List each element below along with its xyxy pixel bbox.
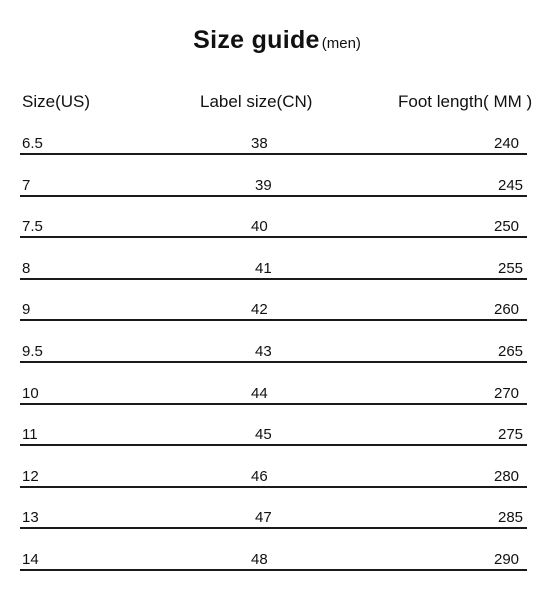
- cell-foot-length-mm: 270: [494, 384, 520, 402]
- column-header-size-us: Size(US): [22, 92, 91, 111]
- cell-size-us: 7.5: [22, 218, 43, 236]
- table-row: [0, 340, 554, 382]
- cell-size-us: 11: [22, 426, 38, 444]
- table-row: [0, 548, 554, 590]
- row-divider: [20, 527, 527, 529]
- table-row: [0, 174, 554, 216]
- cell-label-size-cn: 47: [255, 509, 272, 527]
- cell-label-size-cn: 43: [255, 342, 272, 360]
- cell-label-size-cn: 48: [251, 550, 268, 568]
- cell-foot-length-mm: 255: [498, 259, 524, 277]
- cell-foot-length-mm: 240: [494, 135, 520, 152]
- column-header-foot-length-mm: Foot length( MM ): [398, 92, 533, 111]
- title-main: Size guide: [193, 26, 320, 54]
- row-divider: [20, 153, 527, 155]
- row-divider: [20, 403, 527, 405]
- row-divider: [20, 278, 527, 280]
- cell-size-us: 13: [22, 509, 39, 527]
- cell-foot-length-mm: 290: [494, 550, 520, 568]
- cell-size-us: 9: [22, 301, 31, 319]
- table-row: [0, 382, 554, 424]
- cell-size-us: 14: [22, 550, 39, 568]
- cell-foot-length-mm: 250: [494, 218, 520, 236]
- cell-foot-length-mm: 285: [498, 509, 524, 527]
- cell-size-us: 12: [22, 467, 39, 485]
- row-divider: [20, 444, 527, 446]
- table-row: [0, 132, 554, 174]
- table-row: [0, 215, 554, 257]
- cell-label-size-cn: 39: [255, 176, 272, 194]
- cell-label-size-cn: 44: [251, 384, 268, 402]
- table-row: [0, 465, 554, 507]
- cell-label-size-cn: 46: [251, 467, 268, 485]
- cell-size-us: 9.5: [22, 342, 43, 360]
- table-row: [0, 506, 554, 548]
- cell-foot-length-mm: 265: [498, 342, 524, 360]
- row-divider: [20, 569, 527, 571]
- page-title: [0, 26, 554, 55]
- cell-label-size-cn: 45: [255, 426, 272, 444]
- table-row: [0, 298, 554, 340]
- cell-foot-length-mm: 275: [498, 426, 524, 444]
- cell-size-us: 7: [22, 176, 31, 194]
- cell-size-us: 6.5: [22, 135, 43, 152]
- table-row: [0, 423, 554, 465]
- cell-label-size-cn: 42: [251, 301, 268, 319]
- row-divider: [20, 361, 527, 363]
- column-header-label-size-cn: Label size(CN): [200, 92, 313, 111]
- cell-foot-length-mm: 260: [494, 301, 520, 319]
- cell-label-size-cn: 38: [251, 135, 268, 152]
- cell-label-size-cn: 40: [251, 218, 268, 236]
- cell-label-size-cn: 41: [255, 259, 272, 277]
- row-divider: [20, 486, 527, 488]
- row-divider: [20, 195, 527, 197]
- row-divider: [20, 236, 527, 238]
- table-header: [0, 92, 554, 114]
- cell-size-us: 10: [22, 384, 39, 402]
- row-divider: [20, 319, 527, 321]
- cell-foot-length-mm: 280: [494, 467, 520, 485]
- cell-foot-length-mm: 245: [498, 176, 524, 194]
- cell-size-us: 8: [22, 259, 31, 277]
- table-row: [0, 257, 554, 299]
- title-sub: (men): [321, 35, 361, 52]
- size-table: [0, 132, 554, 590]
